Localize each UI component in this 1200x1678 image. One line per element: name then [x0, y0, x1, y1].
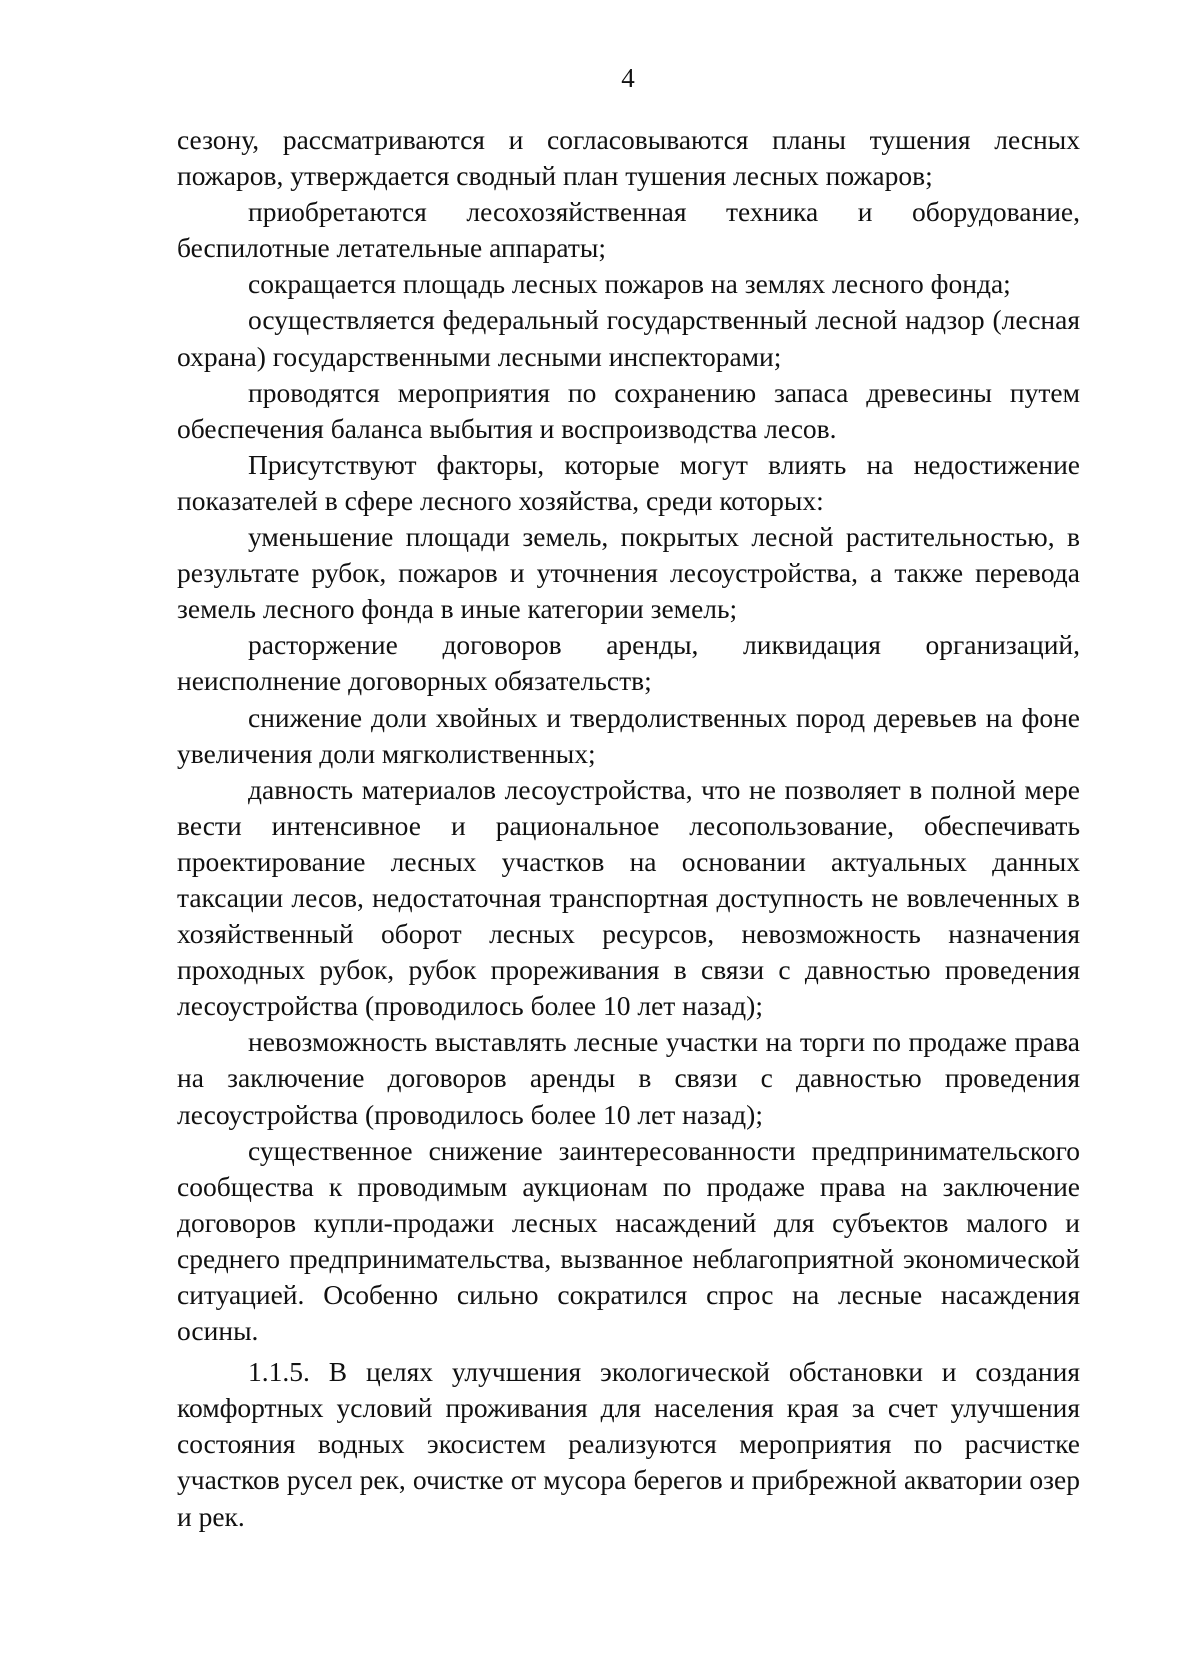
paragraph: существенное снижение заинтересованности предпринимательского сообщества к проводимым аукционам по продаже права на заключение договоров купли-продажи лесных насаждений для субъектов малого и среднего предпринимательства, вызванное неблагоприятной экономической ситуацией. Особенно сильно сократился спрос на лесные насаждения осины. — [177, 1134, 1080, 1347]
paragraph: невозможность выставлять лесные участки на торги по продаже права на заключение договоров аренды в связи с давностью проведения лесоустройства (проводилось более 10 лет назад); — [177, 1026, 1080, 1130]
paragraph: расторжение договоров аренды, ликвидация организаций, неисполнение договорных обязательств; — [177, 629, 1080, 697]
paragraph: приобретаются лесохозяйственная техника и оборудование, беспилотные летательные аппараты; — [177, 196, 1080, 264]
paragraph: проводятся мероприятия по сохранению запаса древесины путем обеспечения баланса выбытия и воспроизводства лесов. — [177, 376, 1080, 444]
paragraph: снижение доли хвойных и твердолиственных пород деревьев на фоне увеличения доли мягколиственных; — [177, 701, 1080, 769]
paragraph: давность материалов лесоустройства, что не позволяет в полной мере вести интенсивное и рациональное лесопользование, обеспечивать проектирование лесных участков на основании актуальных данных таксации лесов, недостаточная транспортная доступность не вовлеченных в хозяйственный оборот лесных ресурсов, невозможность назначения проходных рубок, рубок прореживания в связи с давностью проведения лесоустройства (проводилось более 10 лет назад); — [177, 773, 1080, 1022]
page-number: 4 — [621, 63, 635, 93]
paragraph: осуществляется федеральный государственный лесной надзор (лесная охрана) государственными лесными инспекторами; — [177, 304, 1080, 372]
paragraph-continuation: сезону, рассматриваются и согласовываются планы тушения лесных пожаров, утверждается сводный план тушения лесных пожаров; — [177, 124, 1080, 192]
document-body — [177, 122, 1080, 1535]
section-paragraph: 1.1.5. В целях улучшения экологической обстановки и создания комфортных условий проживания для населения края за счет улучшения состояния водных экосистем реализуются мероприятия по расчистке участков русел рек, очистке от мусора берегов и прибрежной акватории озер и рек. — [177, 1356, 1080, 1532]
paragraph: Присутствуют факторы, которые могут влиять на недостижение показателей в сфере лесного хозяйства, среди которых: — [177, 448, 1080, 516]
paragraph: уменьшение площади земель, покрытых лесной растительностью, в результате рубок, пожаров и уточнения лесоустройства, а также перевода земель лесного фонда в иные категории земель; — [177, 521, 1080, 625]
paragraph: сокращается площадь лесных пожаров на землях лесного фонда; — [248, 268, 1011, 300]
